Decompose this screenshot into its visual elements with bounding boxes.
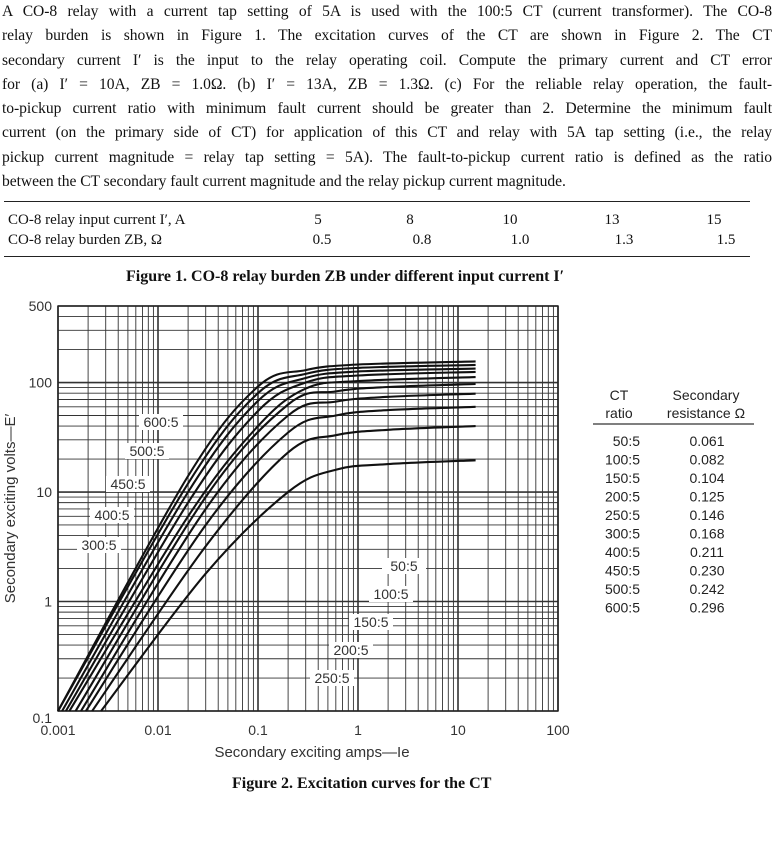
table-cell: 1.3	[614, 232, 634, 248]
y-tick-label: 10	[36, 484, 52, 501]
excitation-chart	[0, 290, 778, 760]
ct-header: resistance Ω	[666, 405, 746, 421]
x-axis-label: Secondary exciting amps—Ie	[214, 744, 410, 760]
ct-ratio: 150:5	[604, 470, 640, 486]
ct-resistance: 0.061	[689, 433, 725, 449]
ct-resistance: 0.168	[689, 525, 725, 542]
ct-ratio: 450:5	[604, 562, 640, 579]
ct-ratio: 300:5	[604, 525, 640, 542]
table-cell: 0.8	[412, 232, 432, 248]
series-label: 50:5	[390, 558, 418, 574]
table-cell: 10	[502, 212, 518, 228]
ct-ratio: 200:5	[604, 488, 640, 505]
burden-table	[8, 210, 750, 250]
ct-header: ratio	[605, 405, 633, 421]
table-cell: 1.0	[510, 232, 530, 248]
ct-ratio: 400:5	[604, 544, 640, 560]
ct-resistance: 0.125	[689, 488, 725, 505]
table-cell: 0.5	[312, 232, 332, 248]
y-tick-label: 1	[44, 593, 52, 610]
series-label: 500:5	[129, 443, 165, 459]
y-axis-label: Secondary exciting volts—E′	[2, 413, 19, 604]
series-line-300-5	[69, 377, 475, 711]
problem-line: for (a) I′ = 10A, ZB = 1.0Ω. (b) I′ = 13A, ZB = 1.3Ω. (c) For the reliable relay operation, the fault-	[2, 75, 772, 93]
series-label: 100:5	[373, 586, 409, 602]
series-label: 400:5	[94, 507, 130, 523]
x-tick-label: 100	[546, 722, 570, 738]
problem-line: current (on the primary side of CT) for application of this CT and relay with 5A tap setting (i.e., the relay	[2, 124, 772, 142]
x-tick-label: 10	[450, 722, 466, 738]
problem-line: A CO-8 relay with a current tap setting of 5A is used with the 100:5 CT (current transformer). The CO-8	[2, 3, 772, 20]
ct-ratio: 50:5	[612, 433, 640, 449]
row-label: CO-8 relay input current I′, A	[8, 212, 186, 228]
series-label: 200:5	[333, 642, 369, 658]
ct-ratio: 250:5	[604, 507, 640, 523]
y-tick-label: 0.1	[32, 710, 52, 726]
series-label: 600:5	[143, 414, 179, 430]
problem-line: to-pickup current ratio with minimum fault current should be greater than 2. Determine the minimum fault	[2, 100, 772, 118]
y-tick-label: 500	[28, 298, 52, 314]
x-tick-label: 0.01	[144, 722, 172, 738]
ct-resistance: 0.211	[690, 544, 724, 560]
table-cell: 1.5	[716, 232, 736, 248]
table-bottom-rule	[4, 256, 750, 257]
ct-ratio: 100:5	[604, 451, 640, 468]
series-label: 250:5	[314, 670, 350, 686]
table-top-rule	[4, 201, 750, 202]
ct-ratio: 600:5	[604, 599, 640, 616]
problem-line: relay burden is shown in Figure 1. The excitation curves of the CT are shown in Figure 2. The CT	[2, 27, 772, 45]
series-label: 150:5	[353, 614, 389, 630]
table-cell: 13	[604, 212, 620, 228]
ct-resistance: 0.146	[689, 507, 725, 523]
series-label: 450:5	[110, 476, 146, 492]
series-label: 300:5	[81, 537, 117, 553]
row-label: CO-8 relay burden ZB, Ω	[8, 232, 163, 248]
x-tick-label: 0.1	[248, 722, 268, 738]
figure1-caption: Figure 1. CO-8 relay burden ZB under different input current I′	[126, 268, 565, 285]
table-row	[8, 210, 750, 230]
ct-resistance: 0.082	[689, 451, 725, 468]
y-tick-label: 100	[28, 374, 52, 391]
table-cell: 15	[706, 212, 722, 228]
problem-line: pickup current magnitude = relay tap setting = 5A). The fault-to-pickup current ratio is defined as the ratio	[2, 148, 772, 166]
ct-resistance: 0.104	[689, 470, 725, 486]
ct-resistance: 0.296	[689, 599, 725, 616]
ct-header: CT	[609, 387, 629, 403]
figure2-caption: Figure 2. Excitation curves for the CT	[232, 775, 492, 792]
ct-resistance: 0.242	[689, 581, 725, 597]
table-row	[8, 230, 750, 250]
problem-line: between the CT secondary fault current magnitude and the relay pickup current magnitude.	[2, 173, 566, 191]
x-tick-label: 1	[354, 722, 362, 738]
problem-statement	[2, 0, 772, 194]
ct-header: Secondary	[672, 387, 740, 403]
table-cell: 5	[314, 212, 322, 228]
ct-ratio: 500:5	[604, 581, 640, 597]
ct-resistance: 0.230	[689, 562, 725, 579]
x-tick-label: 0.001	[40, 722, 76, 738]
problem-line: secondary current I′ is the input to the relay operating coil. Compute the primary current and CT error	[2, 51, 772, 69]
table-cell: 8	[406, 212, 414, 228]
